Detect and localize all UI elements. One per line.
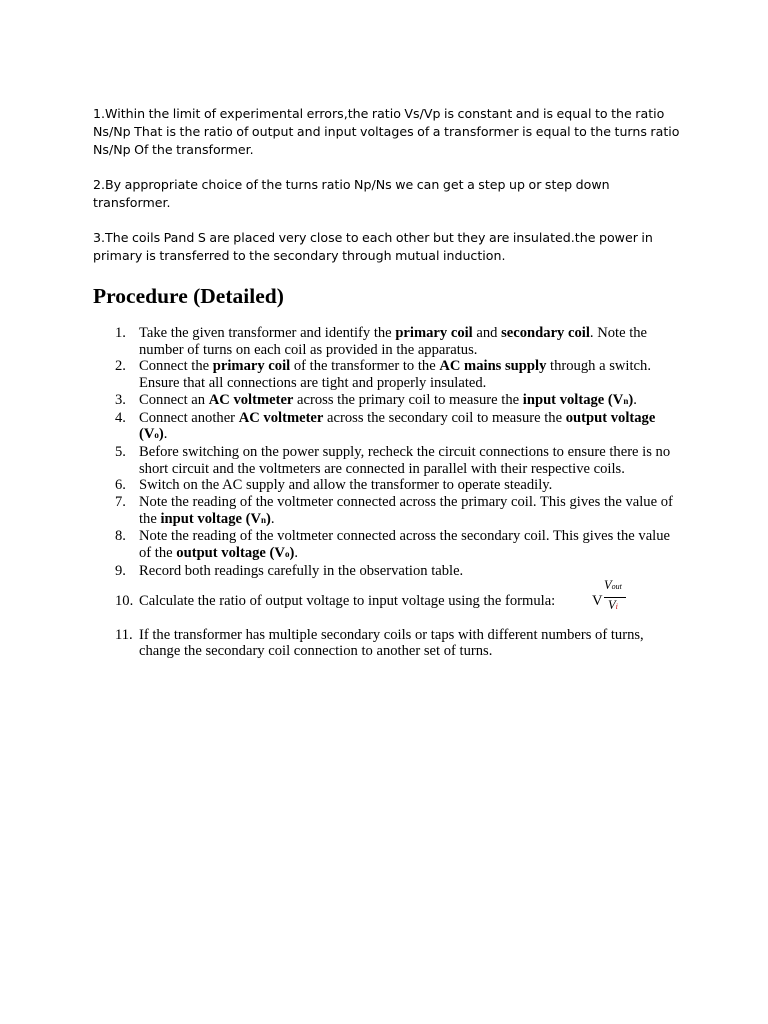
step-bold-term: AC mains supply xyxy=(439,358,547,375)
step-number: 2. xyxy=(115,358,126,375)
step-bold-text: ) xyxy=(289,545,295,562)
step-number: 1. xyxy=(115,325,126,341)
step-text: of the transformer to the xyxy=(290,358,440,375)
procedure-step-3 xyxy=(93,392,683,410)
procedure-step-8 xyxy=(93,528,683,562)
step-number: 5. xyxy=(115,443,126,460)
formula-lead-symbol: V xyxy=(592,592,603,609)
procedure-step-1 xyxy=(93,325,683,358)
formula-numerator xyxy=(604,577,622,596)
step-bold-text: input voltage (V xyxy=(522,391,624,408)
step-text: Before switching on the power supply, recheck the circuit connections to ensure there is no short circuit and the voltmeters are connected in parallel with their respective coils. xyxy=(139,443,671,477)
step-bold-text: input voltage (V xyxy=(160,510,262,527)
step-number: 8. xyxy=(115,528,126,545)
step-bold-term xyxy=(523,392,633,408)
step-text: . xyxy=(163,426,168,443)
step-bold-term: AC voltmeter xyxy=(208,391,294,408)
step-bold-term: AC voltmeter xyxy=(238,409,324,426)
procedure-step-9 xyxy=(93,563,683,580)
step-text: . xyxy=(270,510,275,527)
formula-var: V xyxy=(608,597,616,612)
step-number: 11. xyxy=(115,626,133,643)
procedure-step-6 xyxy=(93,477,683,494)
step-number: 6. xyxy=(115,477,126,494)
step-number: 9. xyxy=(115,562,126,579)
paragraph-conclusion-3: 3.The coils Pand S are placed very close to each other but they are insulated.the power in primary is transferred to the secondary through mutual induction. xyxy=(93,230,653,263)
step-text: Note the reading of the voltmeter connected across the primary coil. This gives the value of the xyxy=(139,494,673,527)
step-text: through a switch. Ensure that all connections are tight and properly insulated. xyxy=(139,358,651,392)
step-bold-term: primary coil xyxy=(395,325,473,341)
procedure-step-4 xyxy=(93,410,683,444)
step-text: If the transformer has multiple secondary coils or taps with different numbers of turns, change the secondary coil connection to another set of turns. xyxy=(139,626,644,660)
step-number: 10. xyxy=(115,592,134,609)
step-text: Connect another xyxy=(139,409,239,426)
step-text: . xyxy=(294,545,298,562)
procedure-step-2 xyxy=(93,358,683,391)
step-bold-term xyxy=(176,545,294,561)
paragraph-conclusion-1: 1.Within the limit of experimental errors,the ratio Vs/Vp is constant and is equal to the ratio Ns/Np That is the ratio of output and input voltages of a transformer is equal to the turns ratio Ns/Np Of the transformer. xyxy=(93,106,680,157)
subscript: n xyxy=(623,395,629,406)
step-text: Calculate the ratio of output voltage to input voltage using the formula: xyxy=(139,592,556,609)
spacer xyxy=(93,613,683,627)
step-bold-text: output voltage (V xyxy=(176,545,285,562)
step-bold-term: secondary coil xyxy=(501,325,590,341)
step-bold-text: ) xyxy=(628,391,634,408)
step-bold-text: output voltage (V xyxy=(139,409,656,443)
step-text: across the primary coil to measure the xyxy=(293,391,523,408)
subscript: n xyxy=(261,514,267,525)
step-text: Connect the xyxy=(139,358,213,375)
step-bold-text: ) xyxy=(158,426,164,443)
step-text: Record both readings carefully in the observation table. xyxy=(139,562,464,579)
voltage-ratio-formula xyxy=(592,577,652,614)
step-text: . xyxy=(633,391,637,408)
paragraph-conclusion-2: 2.By appropriate choice of the turns ratio Np/Ns we can get a step up or step down transformer. xyxy=(93,177,610,210)
step-number: 3. xyxy=(115,391,126,408)
procedure-step-7 xyxy=(93,494,683,528)
step-text: Switch on the AC supply and allow the transformer to operate steadily. xyxy=(139,477,553,494)
subscript: o xyxy=(154,430,159,441)
formula-var: V xyxy=(604,577,612,592)
step-text: and xyxy=(472,325,502,341)
procedure-step-10 xyxy=(93,577,683,613)
formula-subscript: out xyxy=(611,581,622,591)
step-text: . Note the number of turns on each coil as provided in the apparatus. xyxy=(139,325,648,358)
formula-subscript: i xyxy=(615,601,618,611)
step-bold-term xyxy=(160,511,270,527)
step-bold-text: ) xyxy=(266,510,271,527)
step-number: 4. xyxy=(115,409,126,426)
procedure-step-11 xyxy=(93,627,683,660)
step-number: 7. xyxy=(115,494,126,511)
step-text: Note the reading of the voltmeter connected across the secondary coil. This gives the value of the xyxy=(139,528,671,562)
procedure-list xyxy=(93,325,683,660)
step-text: Take the given transformer and identify the xyxy=(139,325,396,341)
subscript: o xyxy=(284,549,290,560)
procedure-heading: Procedure (Detailed) xyxy=(93,284,284,308)
step-text: Connect an xyxy=(139,391,209,408)
step-text: across the secondary coil to measure the xyxy=(323,409,566,426)
step-bold-term: primary coil xyxy=(212,358,291,375)
procedure-step-5 xyxy=(93,444,683,477)
